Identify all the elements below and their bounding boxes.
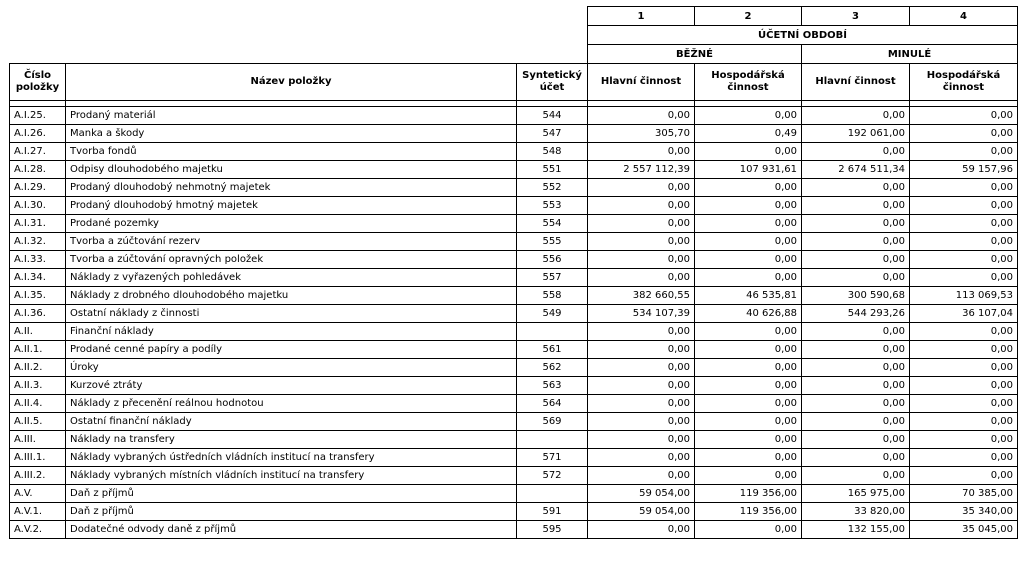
- table-row: [10, 161, 1018, 179]
- economic-activity-previous-cell: 35 045,00: [910, 521, 1018, 539]
- main-activity-current-cell: 0,00: [588, 197, 695, 215]
- account-cell: 549: [517, 305, 588, 323]
- item-name-cell: Kurzové ztráty: [66, 377, 517, 395]
- economic-activity-previous-cell: 36 107,04: [910, 305, 1018, 323]
- account-cell: 548: [517, 143, 588, 161]
- economic-activity-previous-header: Hospodářská činnost: [910, 64, 1018, 101]
- item-name-cell: Náklady vybraných ústředních vládních institucí na transfery: [66, 449, 517, 467]
- economic-activity-current-cell: 0,00: [695, 395, 802, 413]
- economic-activity-current-cell: 0,00: [695, 413, 802, 431]
- main-activity-previous-cell: 544 293,26: [802, 305, 910, 323]
- economic-activity-current-cell: 0,00: [695, 521, 802, 539]
- economic-activity-current-cell: 0,00: [695, 233, 802, 251]
- item-name-cell: Prodaný dlouhodobý hmotný majetek: [66, 197, 517, 215]
- account-cell: [517, 485, 588, 503]
- economic-activity-current-cell: 0,00: [695, 251, 802, 269]
- account-cell: 562: [517, 359, 588, 377]
- table-row: [10, 305, 1018, 323]
- account-cell: 552: [517, 179, 588, 197]
- table-row: [10, 197, 1018, 215]
- main-activity-current-cell: 0,00: [588, 377, 695, 395]
- main-activity-current-cell: 0,00: [588, 179, 695, 197]
- main-activity-current-cell: 59 054,00: [588, 485, 695, 503]
- main-activity-current-cell: 0,00: [588, 251, 695, 269]
- account-cell: 547: [517, 125, 588, 143]
- item-number-cell: A.III.2.: [10, 467, 66, 485]
- item-name-cell: Prodané pozemky: [66, 215, 517, 233]
- item-number-cell: A.V.2.: [10, 521, 66, 539]
- main-activity-current-cell: 0,00: [588, 269, 695, 287]
- item-number-cell: A.III.1.: [10, 449, 66, 467]
- main-activity-current-cell: 0,00: [588, 467, 695, 485]
- economic-activity-current-cell: 0,00: [695, 467, 802, 485]
- table-row: [10, 341, 1018, 359]
- account-cell: 569: [517, 413, 588, 431]
- main-activity-current-cell: 0,00: [588, 449, 695, 467]
- economic-activity-current-cell: 0,00: [695, 179, 802, 197]
- accounting-period-header: ÚČETNÍ OBDOBÍ: [588, 26, 1018, 45]
- item-name-cell: Daň z příjmů: [66, 503, 517, 521]
- economic-activity-previous-cell: 0,00: [910, 125, 1018, 143]
- main-activity-previous-cell: 300 590,68: [802, 287, 910, 305]
- economic-activity-current-header: Hospodářská činnost: [695, 64, 802, 101]
- economic-activity-previous-cell: 0,00: [910, 341, 1018, 359]
- item-name-cell: Tvorba a zúčtování rezerv: [66, 233, 517, 251]
- main-activity-previous-cell: 2 674 511,34: [802, 161, 910, 179]
- main-activity-current-cell: 0,00: [588, 431, 695, 449]
- table-row: [10, 431, 1018, 449]
- economic-activity-current-cell: 0,00: [695, 341, 802, 359]
- main-activity-previous-cell: 0,00: [802, 395, 910, 413]
- table-row: [10, 467, 1018, 485]
- table-row: [10, 215, 1018, 233]
- account-cell: 571: [517, 449, 588, 467]
- item-number-cell: A.III.: [10, 431, 66, 449]
- economic-activity-previous-cell: 0,00: [910, 323, 1018, 341]
- table-row: [10, 503, 1018, 521]
- economic-activity-previous-cell: 0,00: [910, 197, 1018, 215]
- cost-report-table: [9, 6, 1018, 539]
- item-number-cell: A.I.30.: [10, 197, 66, 215]
- item-number-cell: A.I.25.: [10, 107, 66, 125]
- item-number-cell: A.I.35.: [10, 287, 66, 305]
- main-activity-previous-cell: 0,00: [802, 197, 910, 215]
- item-number-header: Číslo položky: [10, 64, 66, 101]
- economic-activity-current-cell: 0,00: [695, 143, 802, 161]
- economic-activity-previous-cell: 0,00: [910, 179, 1018, 197]
- main-activity-current-cell: 0,00: [588, 233, 695, 251]
- item-name-cell: Úroky: [66, 359, 517, 377]
- economic-activity-previous-cell: 0,00: [910, 233, 1018, 251]
- account-cell: 572: [517, 467, 588, 485]
- account-cell: 551: [517, 161, 588, 179]
- main-activity-previous-cell: 0,00: [802, 341, 910, 359]
- item-number-cell: A.I.36.: [10, 305, 66, 323]
- column-number-3: 3: [802, 7, 910, 26]
- main-activity-previous-cell: 165 975,00: [802, 485, 910, 503]
- main-activity-current-cell: 0,00: [588, 521, 695, 539]
- economic-activity-current-cell: 0,00: [695, 197, 802, 215]
- account-cell: 544: [517, 107, 588, 125]
- item-number-cell: A.I.28.: [10, 161, 66, 179]
- main-activity-current-header: Hlavní činnost: [588, 64, 695, 101]
- economic-activity-current-cell: 107 931,61: [695, 161, 802, 179]
- report-sheet: [9, 6, 1018, 539]
- economic-activity-previous-cell: 0,00: [910, 377, 1018, 395]
- main-activity-current-cell: 534 107,39: [588, 305, 695, 323]
- column-number-1: 1: [588, 7, 695, 26]
- table-row: [10, 107, 1018, 125]
- item-number-cell: A.I.27.: [10, 143, 66, 161]
- item-name-cell: Náklady vybraných místních vládních institucí na transfery: [66, 467, 517, 485]
- main-activity-current-cell: 59 054,00: [588, 503, 695, 521]
- item-name-header: Název položky: [66, 64, 517, 101]
- main-activity-previous-cell: 0,00: [802, 449, 910, 467]
- economic-activity-current-cell: 40 626,88: [695, 305, 802, 323]
- table-row: [10, 287, 1018, 305]
- economic-activity-previous-cell: 35 340,00: [910, 503, 1018, 521]
- item-number-cell: A.II.3.: [10, 377, 66, 395]
- item-number-cell: A.II.2.: [10, 359, 66, 377]
- item-number-cell: A.II.5.: [10, 413, 66, 431]
- main-activity-current-cell: 0,00: [588, 413, 695, 431]
- economic-activity-previous-cell: 0,00: [910, 413, 1018, 431]
- item-number-cell: A.I.26.: [10, 125, 66, 143]
- table-header: [10, 7, 1018, 101]
- economic-activity-current-cell: 0,00: [695, 449, 802, 467]
- table-body: [10, 101, 1018, 539]
- item-number-cell: A.I.34.: [10, 269, 66, 287]
- economic-activity-previous-cell: 0,00: [910, 251, 1018, 269]
- main-activity-current-cell: 0,00: [588, 341, 695, 359]
- table-row: [10, 449, 1018, 467]
- economic-activity-previous-cell: 0,00: [910, 107, 1018, 125]
- table-row: [10, 521, 1018, 539]
- main-activity-previous-cell: 0,00: [802, 107, 910, 125]
- main-activity-current-cell: 0,00: [588, 143, 695, 161]
- main-activity-previous-cell: 0,00: [802, 359, 910, 377]
- main-activity-current-cell: 382 660,55: [588, 287, 695, 305]
- main-activity-previous-cell: 0,00: [802, 143, 910, 161]
- economic-activity-previous-cell: 0,00: [910, 143, 1018, 161]
- main-activity-previous-cell: 192 061,00: [802, 125, 910, 143]
- item-number-cell: A.I.29.: [10, 179, 66, 197]
- account-cell: 558: [517, 287, 588, 305]
- account-cell: 553: [517, 197, 588, 215]
- account-cell: 557: [517, 269, 588, 287]
- economic-activity-previous-cell: 59 157,96: [910, 161, 1018, 179]
- economic-activity-current-cell: 0,00: [695, 269, 802, 287]
- main-activity-previous-cell: 0,00: [802, 413, 910, 431]
- item-name-cell: Daň z příjmů: [66, 485, 517, 503]
- main-activity-previous-cell: 0,00: [802, 467, 910, 485]
- table-row: [10, 179, 1018, 197]
- economic-activity-previous-cell: 0,00: [910, 395, 1018, 413]
- item-name-cell: Ostatní finanční náklady: [66, 413, 517, 431]
- account-cell: [517, 323, 588, 341]
- main-activity-current-cell: 0,00: [588, 395, 695, 413]
- economic-activity-current-cell: 0,00: [695, 215, 802, 233]
- economic-activity-previous-cell: 0,00: [910, 467, 1018, 485]
- main-activity-previous-cell: 0,00: [802, 431, 910, 449]
- main-activity-previous-cell: 0,00: [802, 215, 910, 233]
- economic-activity-previous-cell: 70 385,00: [910, 485, 1018, 503]
- economic-activity-current-cell: 0,00: [695, 359, 802, 377]
- column-number-2: 2: [695, 7, 802, 26]
- item-number-cell: A.II.1.: [10, 341, 66, 359]
- main-activity-current-cell: 305,70: [588, 125, 695, 143]
- main-activity-previous-cell: 0,00: [802, 233, 910, 251]
- previous-period-header: MINULÉ: [802, 45, 1018, 64]
- economic-activity-previous-cell: 0,00: [910, 449, 1018, 467]
- header-blank-corner: [10, 7, 588, 64]
- account-cell: [517, 431, 588, 449]
- economic-activity-current-cell: 0,00: [695, 377, 802, 395]
- main-activity-previous-cell: 0,00: [802, 377, 910, 395]
- table-row: [10, 251, 1018, 269]
- item-name-cell: Náklady z drobného dlouhodobého majetku: [66, 287, 517, 305]
- item-number-cell: A.V.: [10, 485, 66, 503]
- main-activity-previous-cell: 0,00: [802, 269, 910, 287]
- main-activity-previous-cell: 0,00: [802, 251, 910, 269]
- table-row: [10, 413, 1018, 431]
- item-number-cell: A.I.31.: [10, 215, 66, 233]
- account-cell: 554: [517, 215, 588, 233]
- table-row: [10, 485, 1018, 503]
- table-row: [10, 359, 1018, 377]
- economic-activity-current-cell: 0,00: [695, 323, 802, 341]
- main-activity-current-cell: 0,00: [588, 215, 695, 233]
- economic-activity-previous-cell: 0,00: [910, 431, 1018, 449]
- item-number-cell: A.II.: [10, 323, 66, 341]
- item-number-cell: A.II.4.: [10, 395, 66, 413]
- item-name-cell: Náklady z přecenění reálnou hodnotou: [66, 395, 517, 413]
- economic-activity-previous-cell: 0,00: [910, 215, 1018, 233]
- item-name-cell: Prodaný dlouhodobý nehmotný majetek: [66, 179, 517, 197]
- table-row: [10, 233, 1018, 251]
- economic-activity-current-cell: 46 535,81: [695, 287, 802, 305]
- account-cell: 563: [517, 377, 588, 395]
- main-activity-current-cell: 2 557 112,39: [588, 161, 695, 179]
- table-row: [10, 395, 1018, 413]
- table-row: [10, 323, 1018, 341]
- column-number-4: 4: [910, 7, 1018, 26]
- item-name-cell: Prodané cenné papíry a podíly: [66, 341, 517, 359]
- main-activity-previous-cell: 132 155,00: [802, 521, 910, 539]
- economic-activity-previous-cell: 0,00: [910, 269, 1018, 287]
- table-row: [10, 125, 1018, 143]
- item-number-cell: A.V.1.: [10, 503, 66, 521]
- economic-activity-previous-cell: 0,00: [910, 359, 1018, 377]
- main-activity-current-cell: 0,00: [588, 107, 695, 125]
- main-activity-previous-cell: 0,00: [802, 179, 910, 197]
- item-name-cell: Náklady na transfery: [66, 431, 517, 449]
- item-name-cell: Odpisy dlouhodobého majetku: [66, 161, 517, 179]
- account-cell: 556: [517, 251, 588, 269]
- table-row: [10, 269, 1018, 287]
- economic-activity-current-cell: 0,49: [695, 125, 802, 143]
- table-row: [10, 143, 1018, 161]
- item-name-cell: Manka a škody: [66, 125, 517, 143]
- item-name-cell: Dodatečné odvody daně z příjmů: [66, 521, 517, 539]
- main-activity-current-cell: 0,00: [588, 359, 695, 377]
- main-activity-previous-cell: 0,00: [802, 323, 910, 341]
- item-name-cell: Náklady z vyřazených pohledávek: [66, 269, 517, 287]
- account-cell: 561: [517, 341, 588, 359]
- economic-activity-current-cell: 0,00: [695, 107, 802, 125]
- item-name-cell: Prodaný materiál: [66, 107, 517, 125]
- economic-activity-current-cell: 119 356,00: [695, 485, 802, 503]
- table-row: [10, 377, 1018, 395]
- main-activity-previous-cell: 33 820,00: [802, 503, 910, 521]
- account-cell: 555: [517, 233, 588, 251]
- item-name-cell: Finanční náklady: [66, 323, 517, 341]
- economic-activity-current-cell: 119 356,00: [695, 503, 802, 521]
- account-cell: 595: [517, 521, 588, 539]
- account-cell: 564: [517, 395, 588, 413]
- item-name-cell: Ostatní náklady z činnosti: [66, 305, 517, 323]
- item-number-cell: A.I.33.: [10, 251, 66, 269]
- economic-activity-previous-cell: 113 069,53: [910, 287, 1018, 305]
- main-activity-current-cell: 0,00: [588, 323, 695, 341]
- item-name-cell: Tvorba fondů: [66, 143, 517, 161]
- item-name-cell: Tvorba a zúčtování opravných položek: [66, 251, 517, 269]
- current-period-header: BĚŽNÉ: [588, 45, 802, 64]
- synthetic-account-header: Syntetický účet: [517, 64, 588, 101]
- item-number-cell: A.I.32.: [10, 233, 66, 251]
- economic-activity-current-cell: 0,00: [695, 431, 802, 449]
- main-activity-previous-header: Hlavní činnost: [802, 64, 910, 101]
- account-cell: 591: [517, 503, 588, 521]
